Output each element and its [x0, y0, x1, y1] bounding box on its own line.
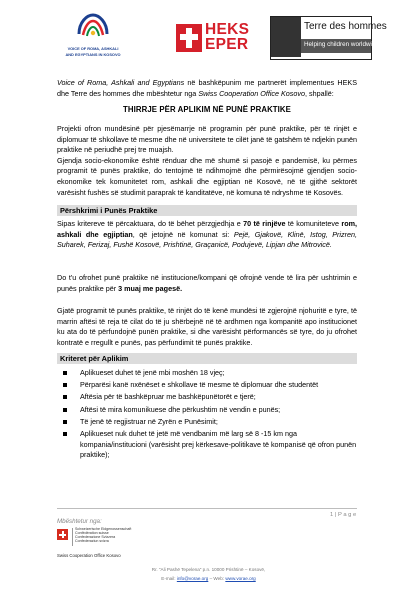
project-paragraph-1: Projekti ofron mundësinë për pjesëmarrje në programin për punë praktike, për të rinjët e diplomuar të shkollave të mesme dhe në universitete te cilët janë të gatshëm të ndjekin punën praktike në periudhë prej tre muajsh.	[57, 124, 357, 155]
selection-communities: rom, ashkali dhe egjiptian	[57, 219, 357, 239]
section-heading-criteria: Kriteret për Aplikim	[57, 353, 357, 364]
page-number: 1 | P a g e	[330, 512, 357, 518]
criteria-item	[63, 380, 357, 391]
tdh-title: Terre des hommes	[304, 21, 387, 32]
intro-sco: Swiss Cooperation Office Kosovo	[198, 88, 305, 98]
supported-by-label: Mbështetur nga:	[57, 518, 102, 525]
section-heading-description: Përshkrimi i Punës Praktike	[57, 205, 357, 216]
bullet-icon	[63, 371, 67, 375]
criteria-list	[63, 368, 357, 462]
heks-cross-icon	[176, 24, 202, 52]
footer-email-label: E-mail:	[161, 576, 177, 581]
offer-paragraph	[57, 273, 357, 294]
footer-email-link[interactable]: info@vorae.org	[176, 576, 209, 581]
swiss-line-4: Confederaziun svizra	[75, 539, 109, 544]
intro-org: Voice of Roma, Ashkali and Egyptians	[57, 78, 185, 87]
heks-eper-logo	[176, 22, 266, 58]
project-paragraph-2: Gjendja socio-ekonomike është rënduar dhe më shumë si pasojë e pandemisë, ku përmes programit të punës praktike, do tentojmë të ndihmojmë dhe përmirësojmë gjendjen socio-ekonomike tek komunitetet rom, ashkali dhe egjiptian në Kosovë, në të gjithë sektorët varësisht fushës së studimit paraprak të kanditatëve, në komuna të ndryshme të Kosovës.	[57, 155, 357, 197]
selection-text-e: , që jetojnë në komunat si:	[132, 229, 234, 239]
criteria-item	[63, 405, 357, 416]
criteria-text: Të jenë të regjistruar në Zyrën e Punësimit;	[80, 416, 218, 426]
program-paragraph: Gjatë programit të punës praktike, të rinjët do të kenë mundësi të zgjerojnë njohuritë e tyre, të marrin aftësi të reja të cilat do të ju shërbejnë në të ardhmen nga kompanitë apo institucionet ku ata do të përfundojnë punën praktike, si dhe varësisht përformancës së tyre, do ju ofrohet kontratë e rregullt e punës, pas përfundimit të punës praktike.	[57, 306, 357, 347]
criteria-text: Aftësia për të bashkëpruar me bashkëpunëtorët e tjerë;	[80, 392, 256, 402]
tdh-child-photo	[271, 17, 301, 57]
footer-address: Rr. "Ali Pashë Tepelena" p.n. 10000 Prishtinë – Kosovë,	[151, 567, 266, 572]
bullet-icon	[63, 383, 67, 387]
intro-text-1: në bashkëpunim me partnerët implementues HEKS dhe Terre des hommes dhe mbështetur nga	[57, 78, 358, 98]
bullet-icon	[63, 395, 67, 399]
swiss-line-1: Schweizerische Eidgenossenschaft	[75, 527, 132, 531]
voree-caption-1: VOICE OF ROMA, ASHKALI	[67, 46, 119, 51]
voree-emblem-icon	[73, 12, 113, 40]
selection-municipalities: Pejë, Gjakovë, Klinë, Istog, Prizren, Suharek, Ferizaj, Fushë Kosovë, Prishtinë, Graçanicë, Podujevë, Lipjan dhe Mitrovicë.	[57, 229, 358, 250]
selection-text-a: Sipas kritereve të përcaktuara, do të bëhet përzgjedhja e	[57, 219, 244, 228]
document-title: THIRRJE PËR APLIKIM NË PUNË PRAKTIKE	[123, 105, 291, 114]
swiss-line-3: Confederazione Svizzera	[75, 535, 116, 540]
swiss-flag-icon	[57, 529, 68, 540]
heks-label: HEKS	[205, 21, 250, 38]
tdh-subtitle: Helping children worldwide.	[304, 41, 381, 48]
bullet-icon	[63, 408, 67, 412]
criteria-item	[63, 417, 357, 428]
offer-duration: 3 muaj me pagesë.	[118, 283, 183, 293]
footer-web-label: – Web:	[208, 576, 226, 581]
intro-paragraph	[57, 78, 357, 99]
selection-text-c: të komuniteteve	[285, 219, 342, 228]
footer-divider	[57, 508, 357, 509]
eper-label: EPER	[205, 36, 249, 53]
bullet-icon	[63, 420, 67, 424]
criteria-text: Aplikueset duhet të jenë mbi moshën 18 vjeç;	[80, 368, 225, 377]
criteria-text: Aftësi të mira komunikuese dhe përkushtim në vendin e punës;	[80, 404, 281, 414]
criteria-text: Aplikueset nuk duhet të jetë më vendbanim më larg së 8 -15 km nga kompania/institucioni (varësisht prej kërkesave-politikave të kompanisë që ofron punën praktike);	[80, 428, 357, 460]
selection-count: 70 të rinjëve	[243, 219, 286, 228]
bullet-icon	[63, 432, 67, 436]
intro-text-2: , shpallë:	[304, 88, 334, 98]
footer-contacts	[0, 576, 417, 581]
criteria-item	[63, 368, 357, 379]
criteria-item	[63, 429, 357, 461]
footer-web-link[interactable]: www.vorae.org	[225, 576, 256, 581]
offer-text: Do t'u ofrohet punë praktike në institucione/kompani që ofrojnë vende të lira për ushtrimin e punës praktike për	[57, 273, 357, 293]
criteria-text: Përparësi kanë nxënëset e shkollave të mesme të diplomuar dhe studentët	[80, 380, 319, 390]
project-paragraph	[57, 124, 357, 198]
header-logos	[56, 12, 387, 66]
voree-logo	[56, 12, 130, 66]
swiss-office-name: Swiss Cooperation Office Kosovo	[57, 553, 121, 558]
criteria-item	[63, 392, 357, 403]
voree-caption-2: AND EGYPTIANS IN KOSOVO	[65, 52, 121, 58]
swiss-line-2: Confédération suisse	[75, 531, 109, 536]
tdh-logo	[270, 16, 387, 60]
selection-paragraph	[57, 219, 357, 251]
swiss-cooperation-logo	[57, 527, 177, 565]
swiss-divider	[72, 528, 73, 546]
